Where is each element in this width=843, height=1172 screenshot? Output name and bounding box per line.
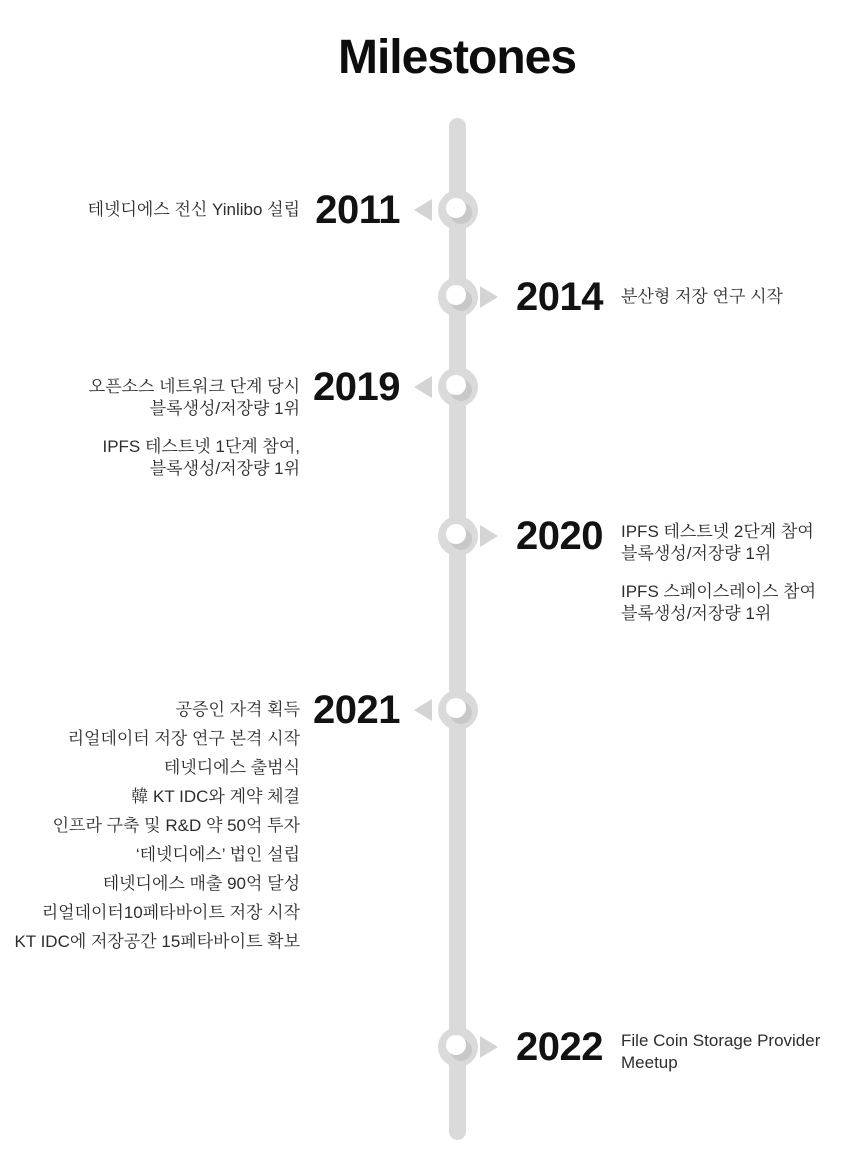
description-line: 블록생성/저장량 1위	[621, 604, 772, 623]
description-line: 테넷디에스 매출 90억 달성	[102, 874, 300, 893]
entry-year: 2019	[313, 365, 400, 409]
description-line: IPFS 테스트넷 2단계 참여	[621, 522, 814, 541]
timeline-node-icon	[438, 516, 478, 556]
arrow-right-icon	[480, 1036, 498, 1058]
description-line: 공증인 자격 획득	[175, 700, 300, 719]
description-line: 리얼데이터 저장 연구 본격 시작	[67, 729, 300, 748]
description-line: IPFS 테스트넷 1단계 참여,	[102, 437, 300, 456]
description-line: IPFS 스페이스레이스 참여	[621, 582, 817, 601]
description-line: 분산형 저장 연구 시작	[621, 287, 783, 306]
description-line: 테넷디에스 출범식	[163, 758, 300, 777]
description-line: 인프라 구축 및 R&D 약 50억 투자	[52, 816, 300, 835]
arrow-left-icon	[414, 699, 432, 721]
arrow-left-icon	[414, 376, 432, 398]
arrow-left-icon	[414, 199, 432, 221]
timeline-node-icon	[438, 277, 478, 317]
description-line: KT IDC에 저장공간 15페타바이트 확보	[14, 932, 300, 951]
entry-description	[621, 1030, 820, 1074]
description-line: 오픈소스 네트워크 단계 당시	[88, 377, 300, 396]
timeline-line	[449, 118, 466, 1140]
entry-description	[88, 199, 300, 221]
page-title: Milestones	[337, 31, 577, 84]
entry-description	[14, 699, 300, 960]
arrow-right-icon	[480, 525, 498, 547]
entry-year: 2020	[516, 514, 603, 558]
entry-year: 2014	[516, 275, 603, 319]
timeline-node-icon	[438, 190, 478, 230]
timeline-node-icon	[438, 367, 478, 407]
description-line: 리얼데이터10페타바이트 저장 시작	[41, 903, 300, 922]
description-line: Meetup	[621, 1053, 678, 1072]
entry-description	[621, 286, 783, 308]
entry-year: 2022	[516, 1025, 603, 1069]
description-line: ‘테넷디에스’ 법인 설립	[135, 845, 300, 864]
entry-description	[621, 521, 816, 625]
description-line: 블록생성/저장량 1위	[149, 399, 300, 418]
entry-year: 2021	[313, 688, 400, 732]
entry-year: 2011	[315, 188, 400, 232]
description-line: 테넷디에스 전신 Yinlibo 설립	[87, 200, 300, 219]
description-line: File Coin Storage Provider	[621, 1031, 821, 1050]
arrow-right-icon	[480, 286, 498, 308]
description-line: 블록생성/저장량 1위	[621, 544, 772, 563]
timeline-node-icon	[438, 1027, 478, 1067]
timeline-node-icon	[438, 690, 478, 730]
description-line: 블록생성/저장량 1위	[149, 459, 300, 478]
description-line: 韓 KT IDC와 계약 체결	[131, 787, 300, 806]
entry-description	[89, 376, 300, 480]
